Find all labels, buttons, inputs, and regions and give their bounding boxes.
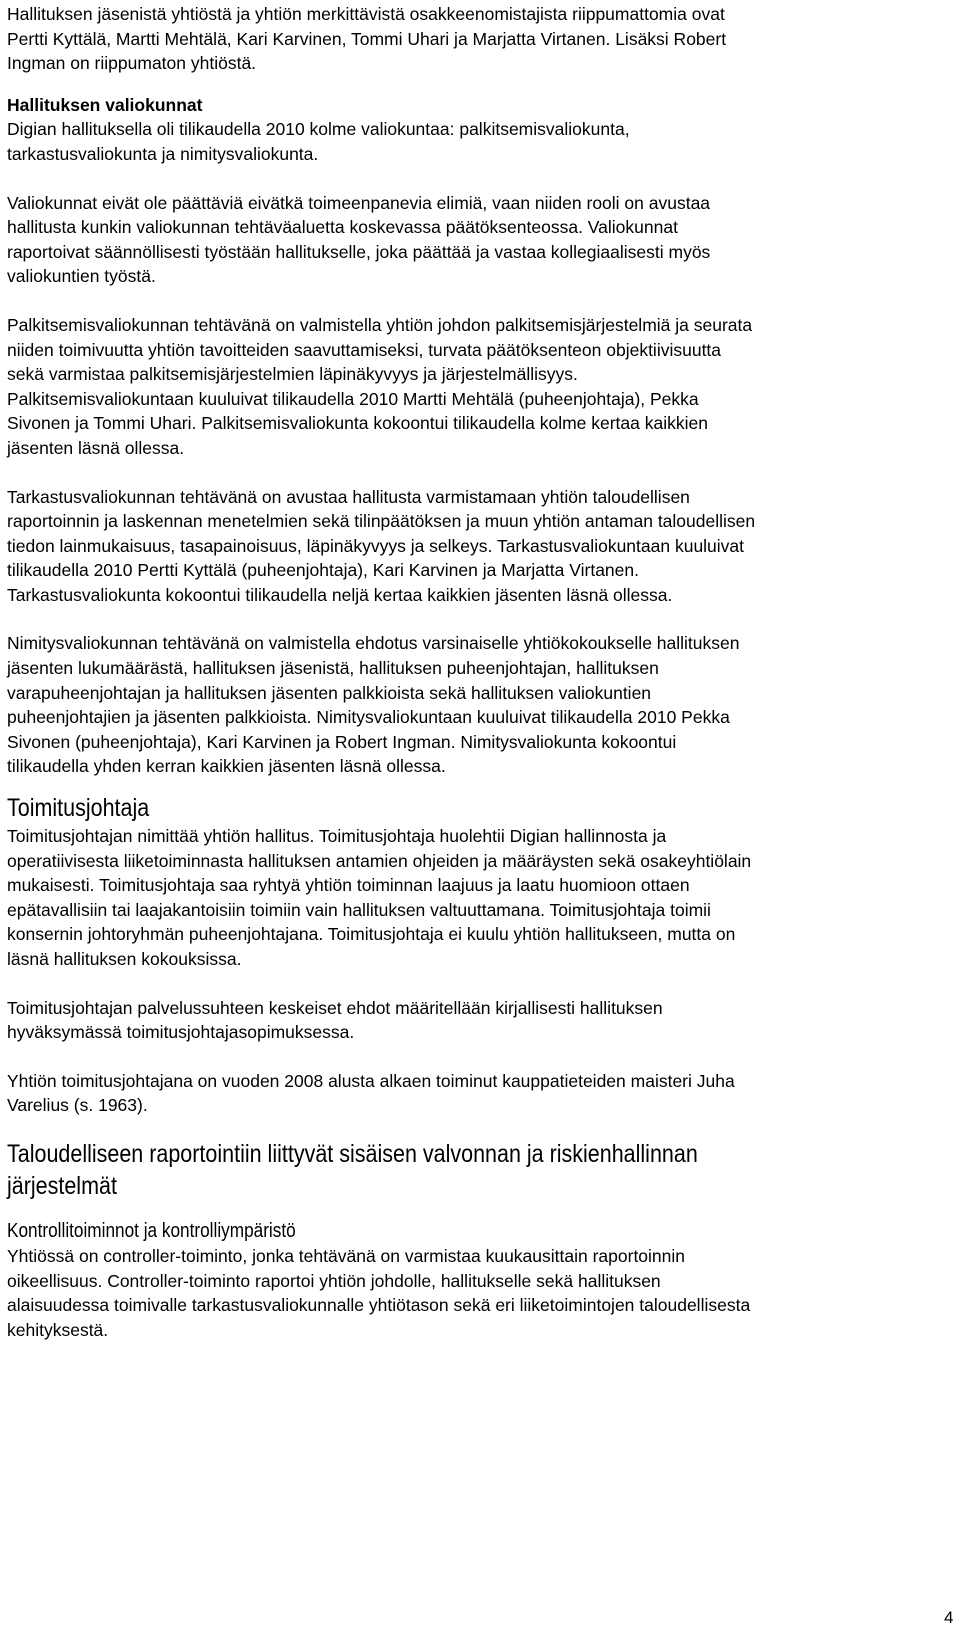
text-line: raportoivat säännöllisesti työstään hallitukselle, joka päättää ja vastaa kollegiaalisesti myös [7, 241, 711, 262]
text-line: Varelius (s. 1963). [7, 1095, 148, 1116]
text-line: Digian hallituksella oli tilikaudella 2010 kolme valiokuntaa: palkitsemisvaliokunta, [7, 119, 630, 140]
text-line: mukaisesti. Toimitusjohtaja saa ryhtyä yhtiön toiminnan laajuus ja laatu huomioon ottaen [7, 875, 690, 896]
text-line: varapuheenjohtajan ja hallituksen jäsenten palkkioista sekä hallituksen valiokuntien [7, 682, 652, 703]
paragraph-ceo-contract [7, 996, 947, 1045]
text-line: Toimitusjohtajan nimittää yhtiön hallitus. Toimitusjohtaja huolehtii Digian hallinnosta ja [7, 826, 667, 847]
paragraph-remuneration-committee [7, 313, 947, 461]
text-line: Pertti Kyttälä, Martti Mehtälä, Kari Karvinen, Tommi Uhari ja Marjatta Virtanen. Lisäksi Robert [7, 28, 727, 49]
text-line: sekä varmistaa palkitsemisjärjestelmien läpinäkyvyys ja järjestelmällisyys. [7, 364, 578, 385]
paragraph-audit-committee [7, 485, 947, 608]
text-line: Palkitsemisvaliokuntaan kuuluivat tilikaudella 2010 Martti Mehtälä (puheenjohtaja), Pekka [7, 388, 699, 409]
text-line: raportoinnin ja laskennan menetelmien sekä tilinpäätöksen ja muun yhtiön antaman taloudellisen [7, 511, 756, 532]
document-page [7, 0, 947, 1342]
text-line: tilikaudella yhden kerran kaikkien jäsenten läsnä ollessa. [7, 756, 446, 777]
paragraph-committees-intro [7, 117, 947, 166]
text-line: epätavallisiin tai laajakantoisiin toimiin vain hallituksen valtuuttamana. Toimitusjohtaja toimii [7, 899, 711, 920]
text-line: Tarkastusvaliokunnan tehtävänä on avustaa hallitusta varmistamaan yhtiön taloudellisen [7, 486, 690, 507]
text-line: operatiivisesta liiketoiminnasta hallituksen antamien ohjeiden ja määräysten sekä osakeyhtiölain [7, 850, 752, 871]
text-line: Valiokunnat eivät ole päättäviä eivätkä toimeenpanevia elimiä, vaan niiden rooli on avustaa [7, 192, 711, 213]
heading-internal-control [7, 1138, 947, 1202]
text-line: tiedon lainmukaisuus, tasapainoisuus, läpinäkyvyys ja selkeys. Tarkastusvaliokuntaan kuuluivat [7, 535, 745, 556]
text-line: Yhtiön toimitusjohtajana on vuoden 2008 alusta alkaen toiminut kauppatieteiden maisteri Juha [7, 1070, 735, 1091]
text-line: tarkastusvaliokunta ja nimitysvaliokunta. [7, 143, 319, 164]
text-line: tilikaudella 2010 Pertti Kyttälä (puheenjohtaja), Kari Karvinen ja Marjatta Virtanen. [7, 560, 639, 581]
text-line: konsernin johtoryhmän puheenjohtajana. Toimitusjohtaja ei kuulu yhtiön hallitukseen, mutta on [7, 924, 736, 945]
text-line: Tarkastusvaliokunta kokoontui tilikaudella neljä kertaa kaikkien jäsenten läsnä ollessa. [7, 584, 673, 605]
text-line: Nimitysvaliokunnan tehtävänä on valmistella ehdotus varsinaiselle yhtiökokoukselle hallituksen [7, 633, 740, 654]
text-line: hallitusta kunkin valiokunnan tehtäväaluetta koskevassa päätöksenteossa. Valiokunnat [7, 217, 678, 238]
text-line: Toimitusjohtajan palvelussuhteen keskeiset ehdot määritellään kirjallisesti hallituksen [7, 997, 663, 1018]
paragraph-controller-function [7, 1244, 947, 1342]
text-line: hyväksymässä toimitusjohtajasopimuksessa. [7, 1022, 355, 1043]
text-line: oikeellisuus. Controller-toiminto raportoi yhtiön johdolle, hallitukselle sekä hallituksen [7, 1270, 661, 1291]
text-line: Sivonen ja Tommi Uhari. Palkitsemisvaliokunta kokoontui tilikaudella kolme kertaa kaikkien [7, 413, 708, 434]
text-line: Palkitsemisvaliokunnan tehtävänä on valmistella yhtiön johdon palkitsemisjärjestelmiä ja seurata [7, 314, 753, 335]
text-line: jäsenten lukumäärästä, hallituksen jäsenistä, hallituksen puheenjohtajan, hallituksen [7, 658, 659, 679]
text-line: puheenjohtajien ja jäsenten palkkioista. Nimitysvaliokuntaan kuuluivat tilikaudella 2010 Pekka [7, 707, 730, 728]
text-line: jäsenten läsnä ollessa. [7, 437, 185, 458]
paragraph-independence [7, 2, 947, 76]
text-line: alaisuudessa toimivalle tarkastusvaliokunnalle yhtiötason sekä eri liiketoimintojen taloudellisesta [7, 1295, 751, 1316]
text-line: Ingman on riippumaton yhtiöstä. [7, 53, 257, 74]
text-line: Hallituksen jäsenistä yhtiöstä ja yhtiön merkittävistä osakkeenomistajista riippumattomia ovat [7, 4, 725, 24]
heading-control-environment: Kontrollitoiminnot ja kontrolliympäristö [7, 1219, 296, 1242]
heading-line: järjestelmät [7, 1171, 117, 1200]
paragraph-nomination-committee [7, 631, 947, 779]
paragraph-ceo-role [7, 824, 947, 972]
page-number: 4 [944, 1608, 954, 1627]
paragraph-ceo-person [7, 1069, 947, 1118]
text-line: läsnä hallituksen kokouksissa. [7, 949, 242, 969]
paragraph-committees-role [7, 191, 947, 289]
text-line: valiokuntien työstä. [7, 266, 156, 287]
text-line: kehityksestä. [7, 1319, 109, 1340]
text-line: niiden toimivuutta yhtiön tavoitteiden saavuttamiseksi, turvata päätöksenteon objektiivisuutta [7, 339, 722, 360]
text-line: Yhtiössä on controller-toiminto, jonka tehtävänä on varmistaa kuukausittain raportoinnin [7, 1245, 686, 1266]
text-line: Sivonen (puheenjohtaja), Kari Karvinen ja Robert Ingman. Nimitysvaliokunta kokoontui [7, 731, 677, 752]
heading-line: Taloudelliseen raportointiin liittyvät sisäisen valvonnan ja riskienhallinnan [7, 1139, 698, 1168]
heading-committees: Hallituksen valiokunnat [7, 94, 203, 115]
heading-ceo: Toimitusjohtaja [7, 794, 150, 823]
